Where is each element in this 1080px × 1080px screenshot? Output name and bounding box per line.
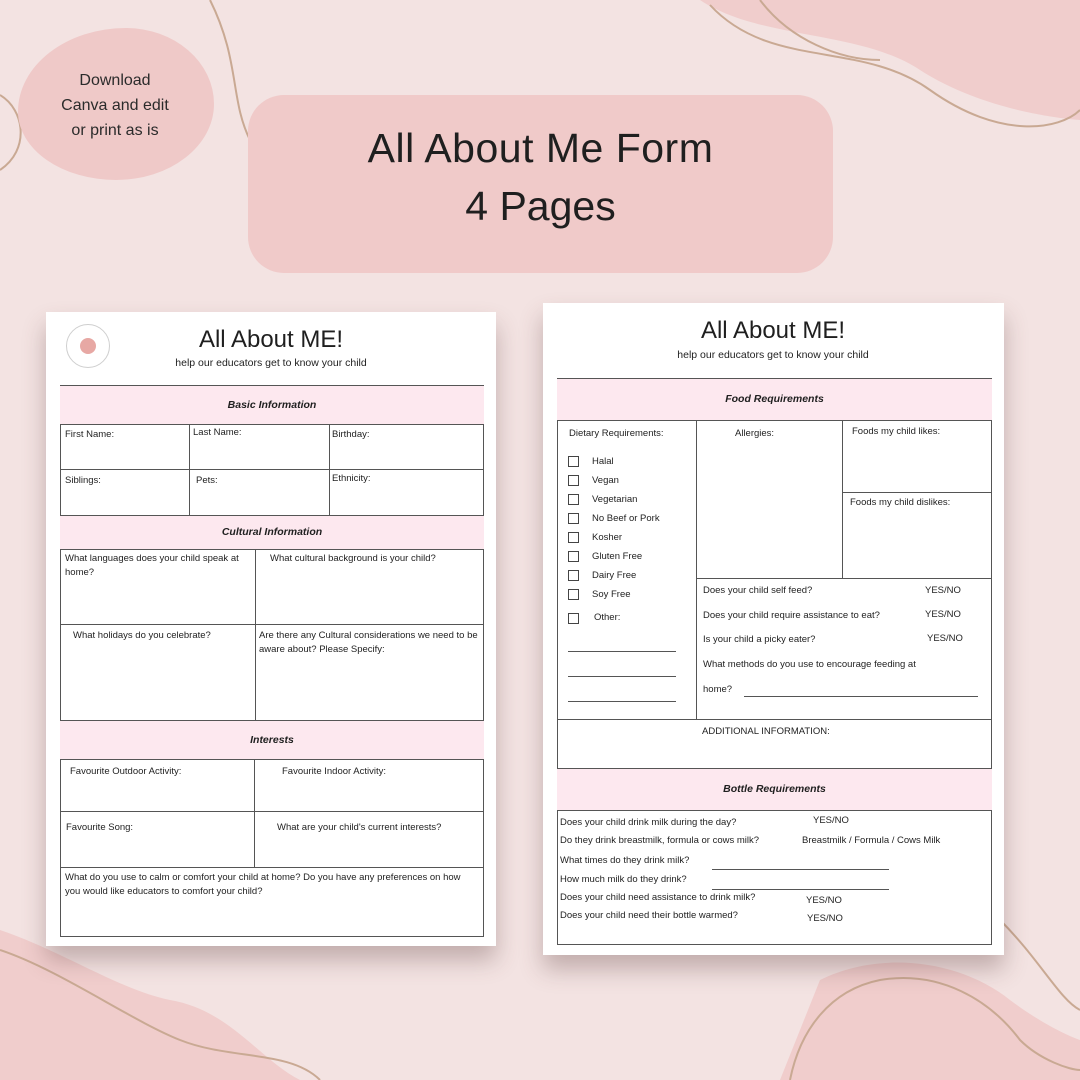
badge-line: Canva and edit [61,97,169,114]
section-header-cultural: Cultural Information [60,515,484,550]
main-title: All About Me Form [367,125,714,171]
dislikes-field[interactable]: Foods my child dislikes: [850,497,951,508]
first-name-field[interactable]: First Name: [65,429,115,440]
ethnicity-field[interactable]: Ethnicity: [332,473,371,484]
cultural-background-field[interactable]: What cultural background is your child? [270,553,436,564]
page-subtitle: help our educators get to know your child [175,357,367,369]
badge-line: or print as is [71,122,159,139]
divider [254,760,255,867]
milk-type-question: Do they drink breastmilk, formula or cows milk? [560,835,760,846]
languages-field[interactable]: What languages does your child speak at home? [65,553,239,578]
badge-text [38,68,192,143]
page-title: All About ME! [700,317,846,344]
checkbox-other[interactable] [568,613,579,624]
feeding-methods-question-cont: home? [703,684,733,695]
divider [696,578,992,579]
option-label: Vegan [592,475,619,486]
assistance-answer[interactable]: YES/NO [925,609,961,620]
divider [842,492,992,493]
divider [696,421,697,719]
interests-field[interactable]: What are your child's current interests? [277,822,442,833]
comfort-field[interactable]: What do you use to calm or comfort your child at home? Do you have any preferences on how you would like educators to comfort your child? [65,872,461,897]
drink-assistance-answer[interactable]: YES/NO [806,895,842,906]
page-title: All About ME! [198,326,344,353]
pets-field[interactable]: Pets: [196,475,218,486]
milk-times-line[interactable] [712,869,889,870]
additional-information-field[interactable]: ADDITIONAL INFORMATION: [702,726,830,737]
badge-line: Download [79,72,151,89]
divider [255,550,256,720]
option-label: Halal [592,456,614,467]
cultural-considerations-field[interactable]: Are there any Cultural considerations we need to be aware about? Please Specify: [259,630,478,655]
option-label: Soy Free [592,589,631,600]
feeding-methods-line[interactable] [744,696,978,697]
last-name-field[interactable]: Last Name: [193,427,242,438]
checkbox-no-beef-pork[interactable] [568,513,579,524]
checkbox-dairy-free[interactable] [568,570,579,581]
milk-times-question: What times do they drink milk? [560,855,690,866]
feeding-methods-question: What methods do you use to encourage feeding at [703,659,916,670]
form-frame [60,385,484,937]
page-preview-1 [46,312,496,946]
divider [60,867,484,868]
divider [60,624,484,625]
bottle-warmed-answer[interactable]: YES/NO [807,913,843,924]
checkbox-gluten-free[interactable] [568,551,579,562]
section-header-basic: Basic Information [60,385,484,425]
picky-eater-answer[interactable]: YES/NO [927,633,963,644]
page-subtitle: help our educators get to know your child [677,349,869,361]
other-line[interactable] [568,701,676,702]
divider [189,425,190,515]
milk-day-question: Does your child drink milk during the day? [560,817,737,828]
checkbox-halal[interactable] [568,456,579,467]
option-label: Dairy Free [592,570,637,581]
holidays-field[interactable]: What holidays do you celebrate? [73,630,211,641]
divider [557,719,992,720]
birthday-field[interactable]: Birthday: [332,429,370,440]
section-header-food: Food Requirements [557,378,992,421]
option-label: Kosher [592,532,623,543]
option-label: No Beef or Pork [592,513,660,524]
siblings-field[interactable]: Siblings: [65,475,101,486]
section-header-interests: Interests [60,720,484,760]
favourite-song-field[interactable]: Favourite Song: [66,822,134,833]
assistance-question: Does your child require assistance to eat? [703,610,880,621]
milk-day-answer[interactable]: YES/NO [813,815,849,826]
checkbox-vegetarian[interactable] [568,494,579,505]
dietary-label: Dietary Requirements: [569,428,664,439]
self-feed-answer[interactable]: YES/NO [925,585,961,596]
option-label: Vegetarian [592,494,638,505]
self-feed-question: Does your child self feed? [703,585,813,596]
drink-assistance-question: Does your child need assistance to drink milk? [560,892,756,903]
picky-eater-question: Is your child a picky eater? [703,634,816,645]
checkbox-kosher[interactable] [568,532,579,543]
milk-amount-line[interactable] [712,889,889,890]
outdoor-activity-field[interactable]: Favourite Outdoor Activity: [70,766,182,777]
milk-amount-question: How much milk do they drink? [560,874,687,885]
other-line[interactable] [568,676,676,677]
divider [60,811,484,812]
logo-icon [66,324,110,368]
title-banner [248,95,833,273]
option-label: Gluten Free [592,551,643,562]
indoor-activity-field[interactable]: Favourite Indoor Activity: [282,766,387,777]
other-line[interactable] [568,651,676,652]
divider [842,421,843,578]
milk-type-answer[interactable]: Breastmilk / Formula / Cows Milk [802,835,941,846]
page-preview-2 [543,303,1004,955]
likes-field[interactable]: Foods my child likes: [852,426,941,437]
checkbox-soy-free[interactable] [568,589,579,600]
checkbox-vegan[interactable] [568,475,579,486]
allergies-field[interactable]: Allergies: [735,428,775,439]
option-label: Other: [594,612,621,623]
divider [329,425,330,515]
page-count: 4 Pages [465,183,616,229]
divider [60,469,484,470]
bottle-warmed-question: Does your child need their bottle warmed? [560,910,738,921]
section-header-bottle: Bottle Requirements [557,768,992,811]
